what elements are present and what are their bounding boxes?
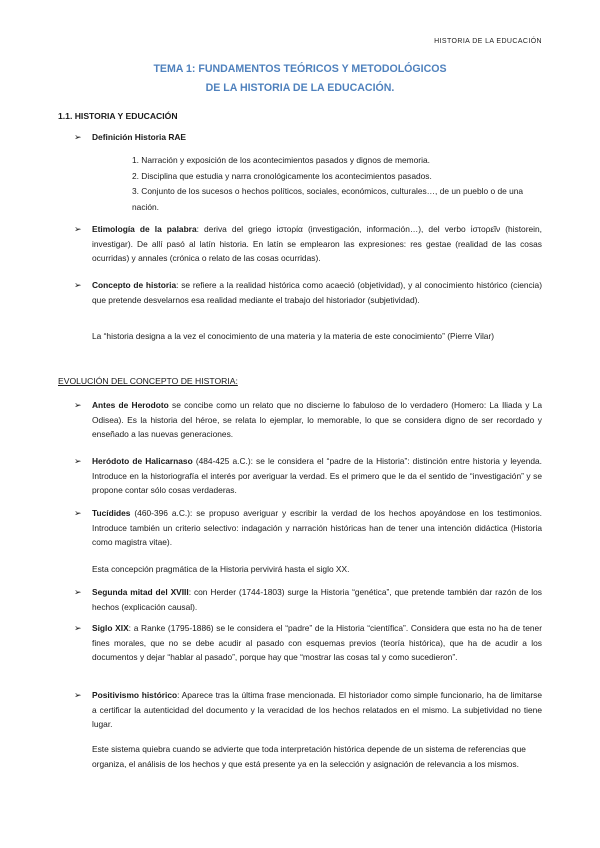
item-label: Heródoto de Halicarnaso xyxy=(92,456,193,466)
arrow-bullet-icon: ➢ xyxy=(74,508,82,518)
bullet-antes-herodoto xyxy=(74,398,542,442)
rae-label: Definición Historia RAE xyxy=(92,132,186,142)
document-title xyxy=(0,60,600,98)
rae-definition-2: 2. Disciplina que estudia y narra cronológicamente los acontecimientos pasados. xyxy=(132,170,432,181)
arrow-bullet-icon: ➢ xyxy=(74,400,82,410)
bullet-herodoto xyxy=(74,454,542,498)
title-line-1: TEMA 1: FUNDAMENTOS TEÓRICOS Y METODOLÓGICOS xyxy=(153,63,447,75)
concepto-label: Concepto de historia xyxy=(92,280,177,290)
section-heading-historia-educacion: 1.1. HISTORIA Y EDUCACIÓN xyxy=(58,111,178,121)
item-label: Siglo XIX xyxy=(92,623,129,633)
arrow-bullet-icon: ➢ xyxy=(74,587,82,597)
running-header: HISTORIA DE LA EDUCACIÓN xyxy=(434,38,542,45)
item-text: se concibe como un relato que no discierne lo fabuloso de lo verdadero (Homero: La Iliada y La Odisea). Es la historia del héroe, se relata lo ejemplar, lo memorable, lo que se considera digno de ser recordado y enseñado a las nuevas generaciones. xyxy=(92,400,542,440)
item-text: : Aparece tras la última frase mencionada. El historiador como simple funcionario, ha de limitarse a certificar la autenticidad del documento y la veracidad de los hechos relatados en el mismo. La subjetividad no tiene lugar. xyxy=(92,690,542,730)
concepto-text: : se refiere a la realidad histórica como acaeció (objetividad), y al conocimiento histórico (ciencia) que pretende desvelarnos esa realidad mediante el trabajo del historiador (subjetividad). xyxy=(92,280,542,305)
item-text: : con Herder (1744-1803) surge la Historia “genética”, que pretende también dar razón de los hechos (explicación causal). xyxy=(92,587,542,612)
rae-definition-1: 1. Narración y exposición de los acontecimientos pasados y dignos de memoria. xyxy=(132,155,430,165)
bullet-etimologia xyxy=(74,222,542,266)
section-heading-evolucion: EVOLUCIÓN DEL CONCEPTO DE HISTORIA: xyxy=(58,376,238,386)
arrow-bullet-icon: ➢ xyxy=(74,456,82,466)
item-text: (460-396 a.C.): se propuso averiguar y escribir la verdad de los hechos apoyándose en los testimonios. Introduce también un criterio selectivo: indagación y narración históricas han de tener una intención didáctica (Historia como magistra vitae). xyxy=(92,508,542,548)
etimologia-label: Etimología de la palabra xyxy=(92,224,197,234)
item-label: Tucídides xyxy=(92,508,131,518)
bullet-rae xyxy=(74,130,542,145)
arrow-bullet-icon: ➢ xyxy=(74,690,82,700)
arrow-bullet-icon: ➢ xyxy=(74,280,82,290)
pierre-vilar-quote: La “historia designa a la vez el conocimiento de una materia y la materia de este conocimiento” (Pierre Vilar) xyxy=(92,331,495,341)
bullet-positivismo xyxy=(74,688,542,732)
item-text: : a Ranke (1795-1886) se le considera el “padre” de la Historia “científica”. Considera que esta no ha de tener fines morales, que no se debe acudir al pasado con esquemas previos (teoría histórica), que ha de acudir a los documentos y dejar “hablar al pasado”, porque hay que “mostrar las cosas tal y como sucedieron”. xyxy=(92,623,542,663)
title-line-2: DE LA HISTORIA DE LA EDUCACIÓN. xyxy=(205,82,395,94)
item-label: Positivismo histórico xyxy=(92,690,178,700)
closing-paragraph: Este sistema quiebra cuando se advierte que toda interpretación histórica depende de un sistema de referencias que organiza, el análisis de los hechos y que está presente ya en la selección y asignación de relevancia a los mismos. xyxy=(92,744,526,769)
arrow-bullet-icon: ➢ xyxy=(74,623,82,633)
etimologia-text: : deriva del griego ἱστορία (investigación, información…), del verbo ἱστορεῖν (historein, investigar). De allí pasó al latín historia. En latín se emplearon las expresiones: res gestae (realidad de las cosas ocurridas) y annales (crónica o relato de las cosas ocurridas). xyxy=(92,224,542,264)
item-label: Antes de Herodoto xyxy=(92,400,169,410)
rae-definition-list xyxy=(132,153,542,215)
bullet-tucidides xyxy=(74,506,542,550)
bullet-concepto xyxy=(74,278,542,307)
rae-definition-3: 3. Conjunto de los sucesos o hechos políticos, sociales, económicos, culturales…, de un pueblo o de una nación. xyxy=(132,186,524,212)
bullet-segunda-mitad-xviii xyxy=(74,585,542,614)
note-tucidides: Esta concepción pragmática de la Historia pervivirá hasta el siglo XX. xyxy=(92,564,350,574)
arrow-bullet-icon: ➢ xyxy=(74,132,82,142)
item-label: Segunda mitad del XVIII xyxy=(92,587,189,597)
bullet-siglo-xix xyxy=(74,621,542,665)
arrow-bullet-icon: ➢ xyxy=(74,224,82,234)
item-text: (484-425 a.C.): se le considera el “padre de la Historia”: distinción entre historia y leyenda. Introduce en la historiografía el interés por averiguar la verdad. Es el primero que le da el sentido de “investigación” y se propone contar sólo cosas verdaderas. xyxy=(92,456,542,496)
